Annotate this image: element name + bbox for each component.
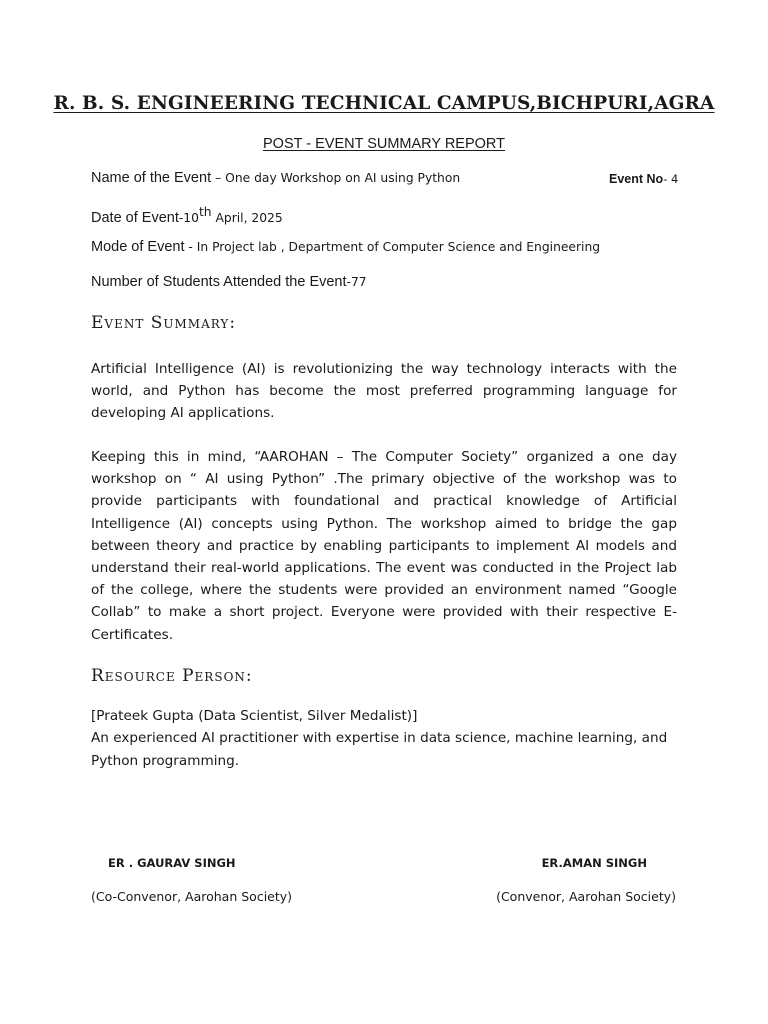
event-summary-heading: [91, 313, 236, 333]
event-summary-heading-colon: :: [229, 313, 237, 333]
college-title: R. B. S. ENGINEERING TECHNICAL CAMPUS,BICHPURI,AGRA: [53, 93, 715, 114]
resource-person-heading: [91, 666, 253, 686]
report-title: POST - EVENT SUMMARY REPORT: [263, 136, 505, 152]
event-name-value: – One day Workshop on AI using Python: [215, 171, 461, 185]
students-attended-label: Number of Students Attended the Event: [91, 274, 347, 290]
convenor-name: ER.AMAN SINGH: [541, 856, 647, 870]
event-name-row: [91, 170, 460, 186]
resource-person-description: An experienced AI practitioner with expertise in data science, machine learning, and Python programming.: [91, 730, 668, 769]
event-name-label: Name of the Event: [91, 170, 212, 186]
event-date-row: [91, 205, 283, 226]
event-date-suffix: th: [198, 205, 212, 219]
event-number-value: - 4: [663, 172, 679, 186]
students-attended-row: [91, 274, 367, 290]
event-date-prefix: -10: [178, 210, 199, 225]
event-mode-label: Mode of Event: [91, 239, 185, 255]
students-attended-value: -77: [346, 275, 367, 289]
resource-person-name: [Prateek Gupta (Data Scientist, Silver Medalist)]: [91, 708, 418, 724]
summary-paragraph-1: Artificial Intelligence (AI) is revolutionizing the way technology interacts with the world, and Python has become the most preferred programming language for developing AI applications.: [91, 361, 677, 422]
resource-person-heading-text: Resource Person: [91, 666, 246, 686]
event-number: [609, 172, 678, 186]
summary-paragraph-2: Keeping this in mind, “AAROHAN – The Computer Society” organized a one day workshop on “ AI using Python” .The primary objective of the workshop was to provide participants with foundational and practical knowledge of Artificial Intelligence (AI) concepts using Python. The workshop aimed to bridge the gap between theory and practice by enabling participants to implement AI models and understand their real-world applications. The event was conducted in the Project lab of the college, where the students were provided an environment named “Google Collab” to make a short project. Everyone were provided with their respective E-Certificates.: [91, 449, 677, 643]
event-date-label: Date of Event: [91, 209, 179, 226]
co-convenor-role: (Co-Convenor, Aarohan Society): [91, 889, 293, 904]
event-mode-row: [91, 239, 600, 255]
co-convenor-name: ER . GAURAV SINGH: [108, 856, 236, 870]
event-date-rest: April, 2025: [211, 210, 283, 225]
convenor-role: (Convenor, Aarohan Society): [496, 889, 676, 904]
resource-person-details: [91, 705, 691, 772]
event-summary-heading-text: Event Summary: [91, 313, 230, 333]
event-mode-value: - In Project lab , Department of Computer Science and Engineering: [184, 240, 601, 254]
resource-person-heading-colon: :: [245, 666, 253, 686]
event-number-label: Event No: [609, 172, 664, 186]
